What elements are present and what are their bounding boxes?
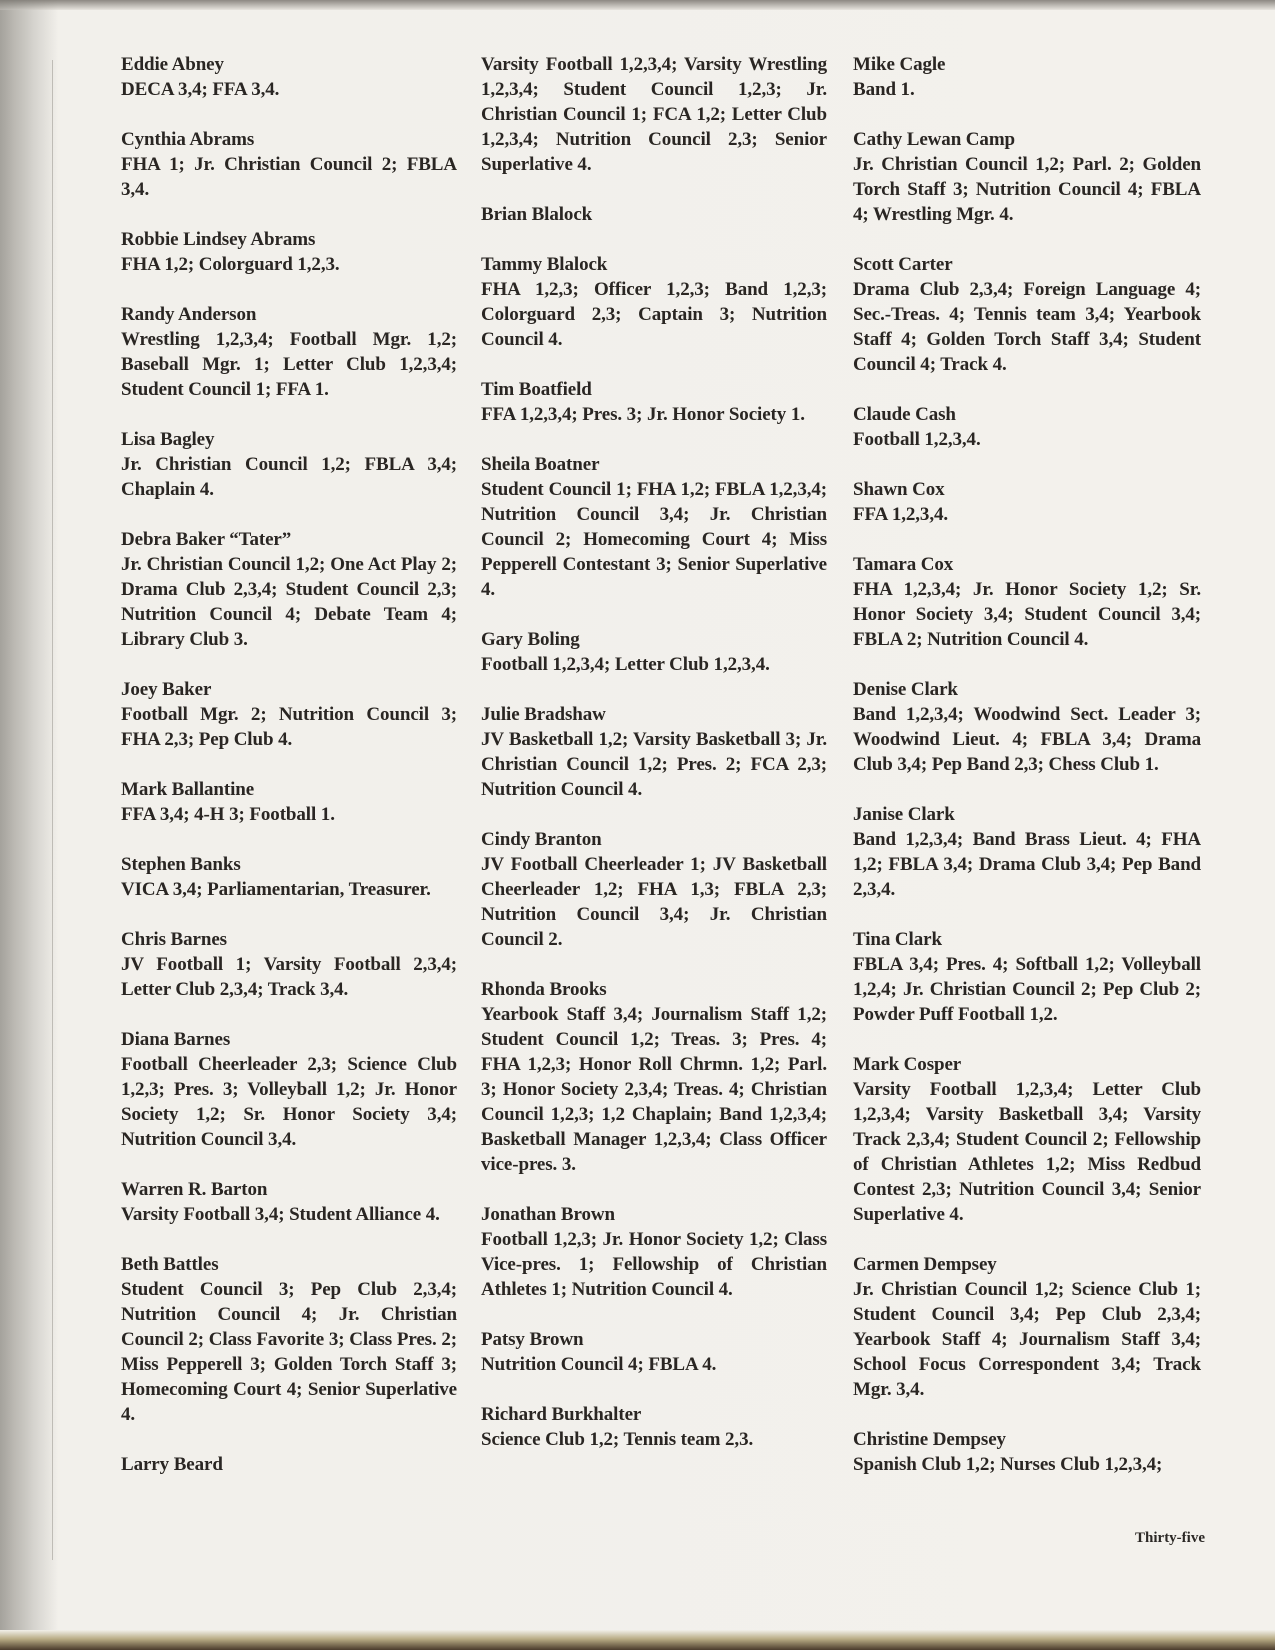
senior-name: Tina Clark (853, 929, 942, 950)
senior-activities: Jr. Christian Council 1,2; Science Club 1; Student Council 3,4; Pep Club 2,3,4; Yearbook Staff 4; Journalism Staff 3,4; School Focus Correspondent 3,4; Track Mgr. 3,4. (853, 1279, 1201, 1400)
senior-activities: Jr. Christian Council 1,2; FBLA 3,4; Chaplain 4. (121, 454, 457, 500)
senior-entry (481, 252, 827, 352)
senior-name: Richard Burkhalter (481, 1404, 642, 1425)
senior-entry (481, 1327, 827, 1377)
senior-entry (853, 1052, 1201, 1227)
senior-name: Janise Clark (853, 804, 955, 825)
senior-entry (121, 777, 457, 827)
column-1 (121, 52, 457, 1502)
senior-activities: Jr. Christian Council 1,2; Parl. 2; Golden Torch Staff 3; Nutrition Council 4; FBLA 4; Wrestling Mgr. 4. (853, 154, 1201, 225)
senior-entry (481, 827, 827, 952)
senior-name: Eddie Abney (121, 54, 224, 75)
senior-entry (481, 452, 827, 602)
column-2 (481, 52, 827, 1477)
senior-entry (121, 527, 457, 652)
senior-entry (121, 427, 457, 502)
senior-name: Claude Cash (853, 404, 956, 425)
senior-activities: Student Council 1; FHA 1,2; FBLA 1,2,3,4; Nutrition Council 3,4; Jr. Christian Council 2; Homecoming Court 4; Miss Pepperell Contestant 3; Senior Superlative 4. (481, 479, 827, 600)
senior-entry (853, 127, 1201, 227)
senior-activities: Varsity Football 1,2,3,4; Varsity Wrestling 1,2,3,4; Student Council 1,2,3; Jr. Christian Council 1; FCA 1,2; Letter Club 1,2,3,4; Nutrition Council 2,3; Senior Superlative 4. (481, 54, 827, 175)
senior-entry (481, 1202, 827, 1302)
senior-entry (481, 1402, 827, 1452)
senior-activities: Football Mgr. 2; Nutrition Council 3; FHA 2,3; Pep Club 4. (121, 704, 457, 750)
senior-activities: Band 1,2,3,4; Woodwind Sect. Leader 3; Woodwind Lieut. 4; FBLA 3,4; Drama Club 3,4; Pep Band 2,3; Chess Club 1. (853, 704, 1201, 775)
senior-entry (853, 477, 1201, 527)
senior-name: Sheila Boatner (481, 454, 600, 475)
senior-activities: Spanish Club 1,2; Nurses Club 1,2,3,4; (853, 1454, 1163, 1475)
senior-activities: FBLA 3,4; Pres. 4; Softball 1,2; Volleyball 1,2,4; Jr. Christian Council 2; Pep Club 2; Powder Puff Football 1,2. (853, 954, 1201, 1025)
senior-name: Tamara Cox (853, 554, 954, 575)
top-edge (0, 0, 1275, 10)
senior-entry (481, 377, 827, 427)
senior-name: Larry Beard (121, 1454, 223, 1475)
senior-name: Scott Carter (853, 254, 953, 275)
senior-entry (481, 977, 827, 1177)
senior-name: Randy Anderson (121, 304, 257, 325)
senior-name: Beth Battles (121, 1254, 219, 1275)
senior-activities: FFA 1,2,3,4; Pres. 3; Jr. Honor Society 1. (481, 404, 805, 425)
senior-entry (121, 1252, 457, 1427)
bottom-edge (0, 1630, 1275, 1650)
senior-entry (121, 127, 457, 202)
senior-activities: Wrestling 1,2,3,4; Football Mgr. 1,2; Baseball Mgr. 1; Letter Club 1,2,3,4; Student Council 1; FFA 1. (121, 329, 457, 400)
senior-entry (481, 202, 827, 227)
senior-name: Tammy Blalock (481, 254, 608, 275)
senior-name: Mark Cosper (853, 1054, 962, 1075)
senior-name: Debra Baker “Tater” (121, 529, 292, 550)
senior-entry (121, 227, 457, 277)
senior-activities: FHA 1; Jr. Christian Council 2; FBLA 3,4. (121, 154, 457, 200)
senior-activities: JV Football 1; Varsity Football 2,3,4; Letter Club 2,3,4; Track 3,4. (121, 954, 457, 1000)
senior-entry (121, 1027, 457, 1152)
senior-entry (481, 627, 827, 677)
senior-name: Brian Blalock (481, 204, 593, 225)
senior-activities: JV Football Cheerleader 1; JV Basketball Cheerleader 1,2; FHA 1,3; FBLA 2,3; Nutrition Council 3,4; Jr. Christian Council 2. (481, 854, 827, 950)
senior-activities: FHA 1,2,3,4; Jr. Honor Society 1,2; Sr. Honor Society 3,4; Student Council 3,4; FBLA 2; Nutrition Council 4. (853, 579, 1201, 650)
senior-entry (121, 927, 457, 1002)
senior-name: Jonathan Brown (481, 1204, 615, 1225)
senior-name: Chris Barnes (121, 929, 227, 950)
senior-entry (853, 802, 1201, 902)
senior-entry (853, 552, 1201, 652)
senior-entry (121, 852, 457, 902)
senior-name: Denise Clark (853, 679, 958, 700)
senior-activities: Varsity Football 3,4; Student Alliance 4. (121, 1204, 440, 1225)
senior-name: Tim Boatfield (481, 379, 592, 400)
senior-name: Shawn Cox (853, 479, 945, 500)
senior-name: Robbie Lindsey Abrams (121, 229, 316, 250)
senior-activities: Yearbook Staff 3,4; Journalism Staff 1,2; Student Council 1,2; Treas. 3; Pres. 4; FHA 1,2,3; Honor Roll Chrmn. 1,2; Parl. 3; Honor Society 2,3,4; Treas. 4; Christian Council 1,2,3; 1,2 Chaplain; Band 1,2,3,4; Basketball Manager 1,2,3,4; Class Officer vice-pres. 3. (481, 1004, 827, 1175)
page-number: Thirty-five (1135, 1530, 1205, 1546)
senior-name: Cynthia Abrams (121, 129, 255, 150)
senior-activities: VICA 3,4; Parliamentarian, Treasurer. (121, 879, 431, 900)
senior-name: Stephen Banks (121, 854, 241, 875)
senior-activities: Nutrition Council 4; FBLA 4. (481, 1354, 717, 1375)
senior-name: Patsy Brown (481, 1329, 584, 1350)
senior-activities: FHA 1,2,3; Officer 1,2,3; Band 1,2,3; Colorguard 2,3; Captain 3; Nutrition Council 4. (481, 279, 827, 350)
column-3 (853, 52, 1201, 1502)
senior-entry (121, 1177, 457, 1227)
senior-entry (853, 927, 1201, 1027)
senior-entry (853, 252, 1201, 377)
senior-name: Warren R. Barton (121, 1179, 268, 1200)
senior-entry (853, 52, 1201, 102)
senior-name: Lisa Bagley (121, 429, 215, 450)
senior-entry (853, 677, 1201, 777)
senior-name: Mike Cagle (853, 54, 946, 75)
senior-entry (853, 402, 1201, 452)
senior-activities: Football 1,2,3,4. (853, 429, 981, 450)
senior-activities: FFA 3,4; 4-H 3; Football 1. (121, 804, 335, 825)
senior-entry (121, 1452, 457, 1477)
senior-name: Carmen Dempsey (853, 1254, 997, 1275)
senior-activities: Jr. Christian Council 1,2; One Act Play 2; Drama Club 2,3,4; Student Council 2,3; Nutrition Council 4; Debate Team 4; Library Club 3. (121, 554, 457, 650)
senior-activities: JV Basketball 1,2; Varsity Basketball 3; Jr. Christian Council 1,2; Pres. 2; FCA 2,3; Nutrition Council 4. (481, 729, 827, 800)
senior-entry (121, 302, 457, 402)
senior-activities: Varsity Football 1,2,3,4; Letter Club 1,2,3,4; Varsity Basketball 3,4; Varsity Track 2,3,4; Student Council 2; Fellowship of Christian Athletes 1,2; Miss Redbud Contest 2,3; Nutrition Council 3,4; Senior Superlative 4. (853, 1079, 1201, 1225)
senior-entry (121, 52, 457, 102)
senior-name: Rhonda Brooks (481, 979, 607, 1000)
senior-name: Joey Baker (121, 679, 212, 700)
senior-name: Cathy Lewan Camp (853, 129, 1016, 150)
senior-activities: Drama Club 2,3,4; Foreign Language 4; Sec.-Treas. 4; Tennis team 3,4; Yearbook Staff 4; Golden Torch Staff 3,4; Student Council 4; Track 4. (853, 279, 1201, 375)
senior-name: Julie Bradshaw (481, 704, 606, 725)
senior-name: Mark Ballantine (121, 779, 255, 800)
senior-entry (853, 1252, 1201, 1402)
senior-activities: Science Club 1,2; Tennis team 2,3. (481, 1429, 754, 1450)
senior-activities: FFA 1,2,3,4. (853, 504, 949, 525)
senior-entry (481, 702, 827, 802)
senior-activities: DECA 3,4; FFA 3,4. (121, 79, 280, 100)
senior-entry (853, 1427, 1201, 1477)
senior-activities: Student Council 3; Pep Club 2,3,4; Nutrition Council 4; Jr. Christian Council 2; Class Favorite 3; Class Pres. 2; Miss Pepperell 3; Golden Torch Staff 3; Homecoming Court 4; Senior Superlative 4. (121, 1279, 457, 1425)
senior-name: Gary Boling (481, 629, 580, 650)
senior-activities: Band 1. (853, 79, 915, 100)
senior-name: Diana Barnes (121, 1029, 231, 1050)
senior-name: Christine Dempsey (853, 1429, 1006, 1450)
spine-shadow (0, 0, 58, 1650)
spine-line (52, 60, 53, 1560)
senior-activities: Football Cheerleader 2,3; Science Club 1,2,3; Pres. 3; Volleyball 1,2; Jr. Honor Society 1,2; Sr. Honor Society 3,4; Nutrition Council 3,4. (121, 1054, 457, 1150)
senior-activities: FHA 1,2; Colorguard 1,2,3. (121, 254, 340, 275)
senior-entry (121, 677, 457, 752)
senior-activities: Football 1,2,3; Jr. Honor Society 1,2; Class Vice-pres. 1; Fellowship of Christian Athletes 1; Nutrition Council 4. (481, 1229, 827, 1300)
senior-activities: Band 1,2,3,4; Band Brass Lieut. 4; FHA 1,2; FBLA 3,4; Drama Club 3,4; Pep Band 2,3,4. (853, 829, 1201, 900)
senior-entry (481, 52, 827, 177)
senior-name: Cindy Branton (481, 829, 602, 850)
senior-activities: Football 1,2,3,4; Letter Club 1,2,3,4. (481, 654, 770, 675)
